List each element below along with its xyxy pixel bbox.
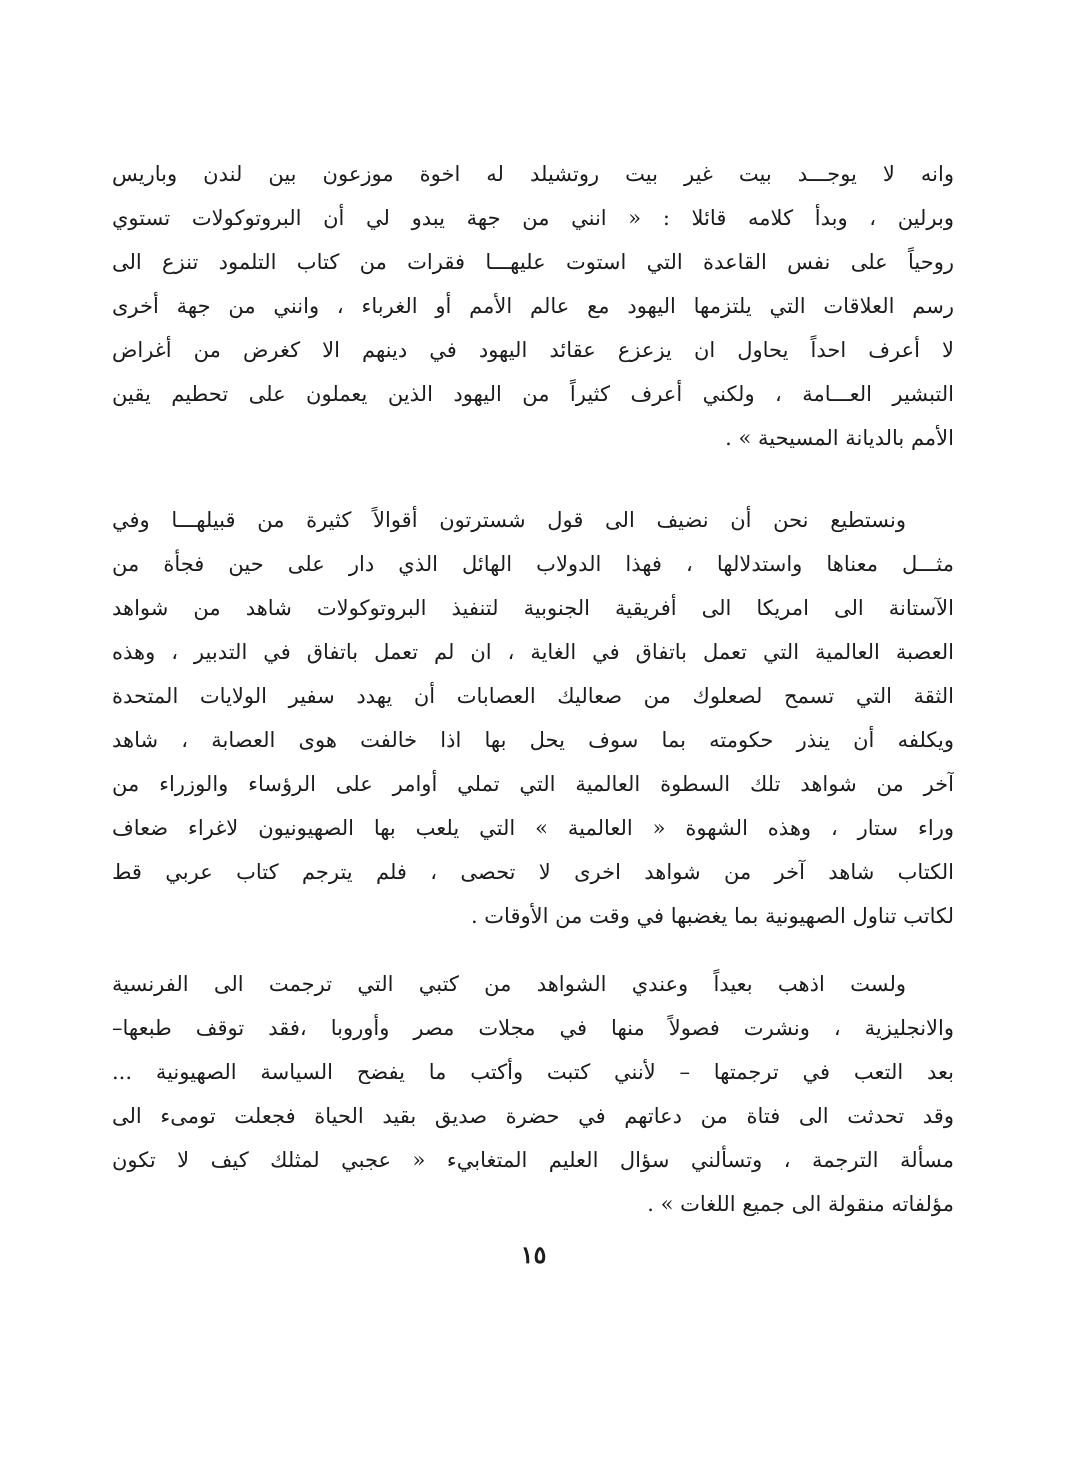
text-line: لا أعرف احداً يحاول ان يزعزع عقائد اليهود في دينهم الا كغرض من أغراض xyxy=(112,338,954,362)
text-line: الكتاب شاهد آخر من شواهد اخرى لا تحصى ، فلم يترجم كتاب عربي قط xyxy=(112,860,954,884)
text-line: آخر من شواهد تلك السطوة العالمية التي تملي أوامر على الرؤساء والوزراء من xyxy=(112,772,954,796)
text-line: وقد تحدثت الى فتاة من دعاتهم في حضرة صديق بقيد الحياة فجعلت تومىء الى xyxy=(112,1104,954,1128)
text-line: وراء ستار ، وهذه الشهوة « العالمية » التي يلعب بها الصهيونيون لاغراء ضعاف xyxy=(112,816,954,840)
text-line: ونستطيع نحن أن نضيف الى قول شسترتون أقوالاً كثيرة من قبيلهـــا وفي xyxy=(112,508,906,532)
text-line: مثـــل معناها واستدلالها ، فهذا الدولاب الهائل الذي دار على حين فجأة من xyxy=(112,552,954,576)
text-line: والانجليزية ، ونشرت فصولاً منها في مجلات مصر وأوروبا ،فقد توقف طبعها– xyxy=(112,1016,954,1040)
text-line: ويكلفه أن ينذر حكومته بما سوف يحل بها اذا خالفت هوى العصابة ، شاهد xyxy=(112,728,954,752)
text-line: رسم العلاقات التي يلتزمها اليهود مع عالم الأمم أو الغرباء ، وانني من جهة أخرى xyxy=(112,294,954,318)
paragraph-3 xyxy=(112,962,954,1226)
text-line: وانه لا يوجـــد بيت غير بيت روتشيلد له اخوة موزعون بين لندن وباريس xyxy=(112,162,954,186)
paragraph-1 xyxy=(112,152,954,460)
text-line: الأمم بالديانة المسيحية » . xyxy=(725,426,954,450)
text-line: الثقة التي تسمح لصعلوك من صعاليك العصابات أن يهدد سفير الولايات المتحدة xyxy=(112,684,954,708)
text-line: مؤلفاته منقولة الى جميع اللغات » . xyxy=(647,1192,954,1216)
text-line: لكاتب تناول الصهيونية بما يغضبها في وقت من الأوقات . xyxy=(470,904,954,928)
text-line: روحياً على نفس القاعدة التي استوت عليهـــا فقرات من كتاب التلمود تنزع الى xyxy=(112,250,954,274)
text-line: وبرلين ، وبدأ كلامه قائلا : « انني من جهة يبدو لي أن البروتوكولات تستوي xyxy=(112,206,954,230)
text-line: بعد التعب في ترجمتها – لأنني كتبت وأكتب ما يفضح السياسة الصهيونية ... xyxy=(112,1060,954,1084)
text-line: الآستانة الى امريكا الى أفريقية الجنوبية لتنفيذ البروتوكولات شاهد من شواهد xyxy=(112,596,954,620)
paragraph-2 xyxy=(112,498,954,938)
text-line: العصبة العالمية التي تعمل باتفاق في الغاية ، ان لم تعمل باتفاق في التدبير ، وهذه xyxy=(112,640,954,664)
text-line: التبشير العـــامة ، ولكني أعرف كثيراً من اليهود الذين يعملون على تحطيم يقين xyxy=(112,382,954,406)
text-line: ولست اذهب بعيداً وعندي الشواهد من كتبي التي ترجمت الى الفرنسية xyxy=(112,972,906,996)
text-line: مسألة الترجمة ، وتسألني سؤال العليم المتغابيء « عجبي لمثلك كيف لا تكون xyxy=(112,1148,954,1172)
page-number: ١٥ xyxy=(520,1240,547,1269)
